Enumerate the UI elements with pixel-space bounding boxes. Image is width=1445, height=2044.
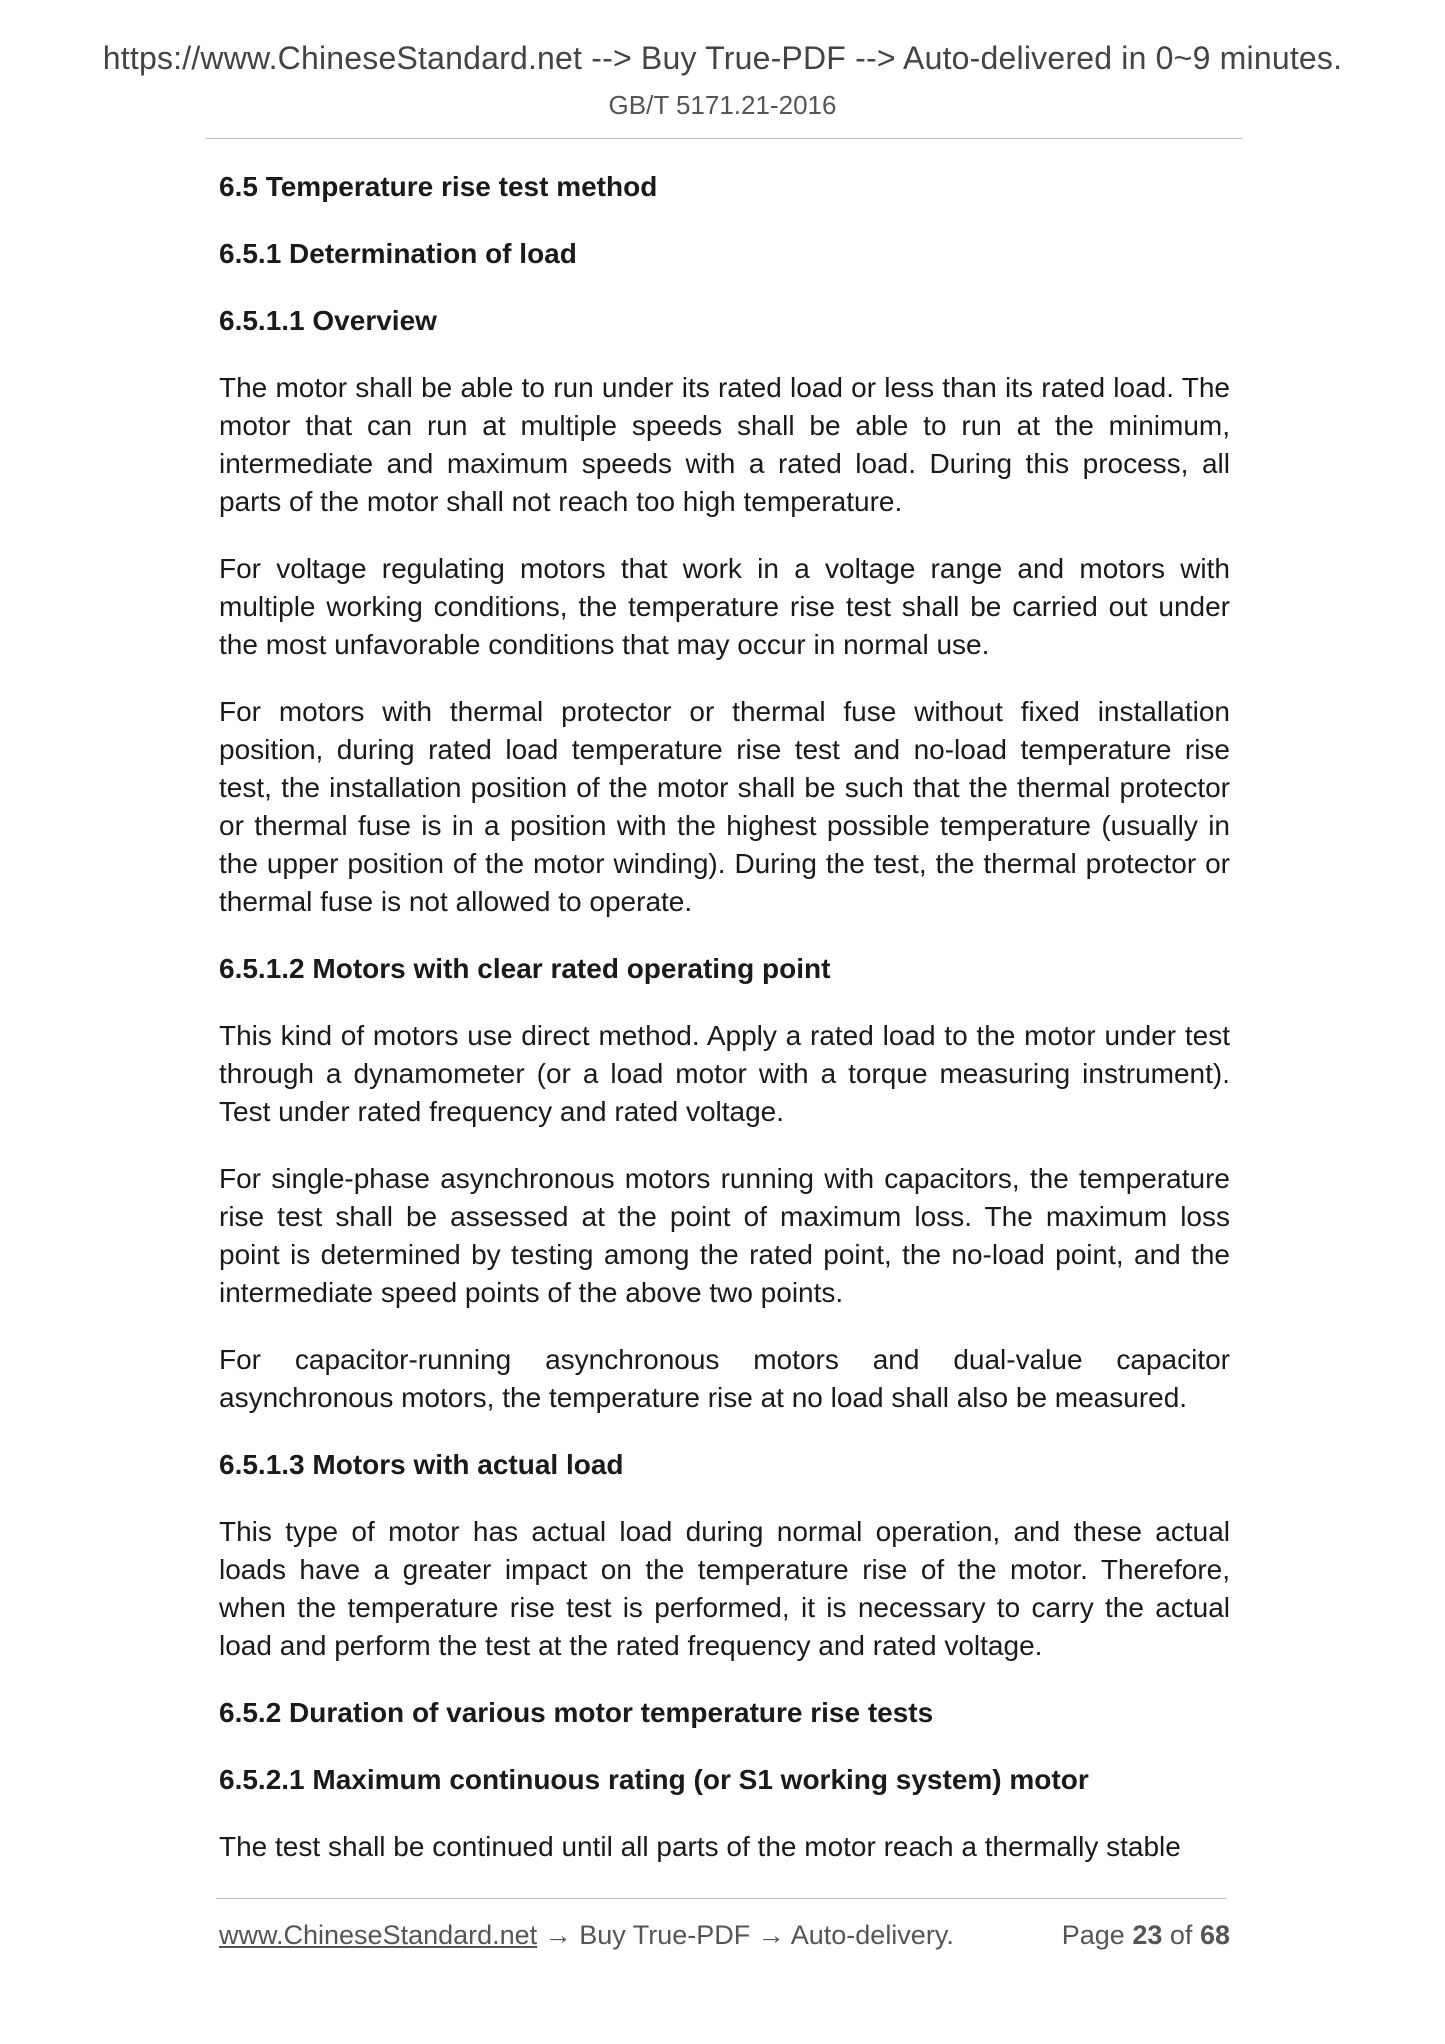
- paragraph-continuous-rating: The test shall be continued until all parts of the motor reach a thermally stable: [219, 1831, 1181, 1862]
- page-number: [1062, 1920, 1230, 1951]
- paragraph-rated-point-1: This kind of motors use direct method. Apply a rated load to the motor under test through a dynamometer (or a load motor with a torque measuring instrument). Test under rated frequency and rated voltage.: [219, 1020, 1230, 1127]
- footer-divider: [216, 1898, 1226, 1899]
- heading-6-5-1-1: 6.5.1.1 Overview: [219, 305, 437, 336]
- heading-6-5-1-3: 6.5.1.3 Motors with actual load: [219, 1449, 624, 1480]
- paragraph-rated-point-3: For capacitor-running asynchronous motors and dual-value capacitor asynchronous motors, the temperature rise at no load shall also be measured.: [219, 1344, 1230, 1413]
- footer-site-link[interactable]: www.ChineseStandard.net: [219, 1920, 538, 1950]
- of-label: of: [1169, 1920, 1193, 1950]
- heading-6-5-2: 6.5.2 Duration of various motor temperature rise tests: [219, 1697, 934, 1728]
- current-page: 23: [1132, 1920, 1163, 1950]
- page-label: Page: [1061, 1920, 1125, 1950]
- page-body: [219, 168, 1230, 1895]
- footer-source: [219, 1920, 954, 1951]
- paragraph-overview-2: For voltage regulating motors that work in a voltage range and motors with multiple working conditions, the temperature rise test shall be carried out under the most unfavorable conditions that may occur in normal use.: [219, 553, 1230, 660]
- paragraph-rated-point-2: For single-phase asynchronous motors running with capacitors, the temperature rise test shall be assessed at the point of maximum loss. The maximum loss point is determined by testing among the rated point, the no-load point, and the intermediate speed points of the above two points.: [219, 1163, 1230, 1308]
- document-code: GB/T 5171.21-2016: [608, 90, 837, 120]
- header-divider: [206, 138, 1242, 139]
- heading-6-5: 6.5 Temperature rise test method: [219, 171, 658, 202]
- paragraph-overview-1: The motor shall be able to run under its rated load or less than its rated load. The motor that can run at multiple speeds shall be able to run at the minimum, intermediate and maximum speeds with a rated load. During this process, all parts of the motor shall not reach too high temperature.: [219, 372, 1230, 517]
- paragraph-actual-load: This type of motor has actual load during normal operation, and these actual loads have a greater impact on the temperature rise of the motor. Therefore, when the temperature rise test is performed, it is necessary to carry the actual load and perform the test at the rated frequency and rated voltage.: [219, 1516, 1230, 1661]
- heading-6-5-1-2: 6.5.1.2 Motors with clear rated operating point: [219, 953, 831, 984]
- heading-6-5-1: 6.5.1 Determination of load: [219, 238, 577, 269]
- total-pages: 68: [1199, 1920, 1230, 1950]
- paragraph-overview-3: For motors with thermal protector or thermal fuse without fixed installation position, during rated load temperature rise test and no-load temperature rise test, the installation position of the motor shall be such that the thermal protector or thermal fuse is in a position with the highest possible temperature (usually in the upper position of the motor winding). During the test, the thermal protector or thermal fuse is not allowed to operate.: [219, 696, 1230, 917]
- footer-delivery-text: → Buy True-PDF → Auto-delivery.: [537, 1920, 954, 1950]
- source-banner: https://www.ChineseStandard.net --> Buy True-PDF --> Auto-delivered in 0~9 minutes.: [102, 40, 1343, 76]
- heading-6-5-2-1: 6.5.2.1 Maximum continuous rating (or S1 working system) motor: [219, 1764, 1089, 1795]
